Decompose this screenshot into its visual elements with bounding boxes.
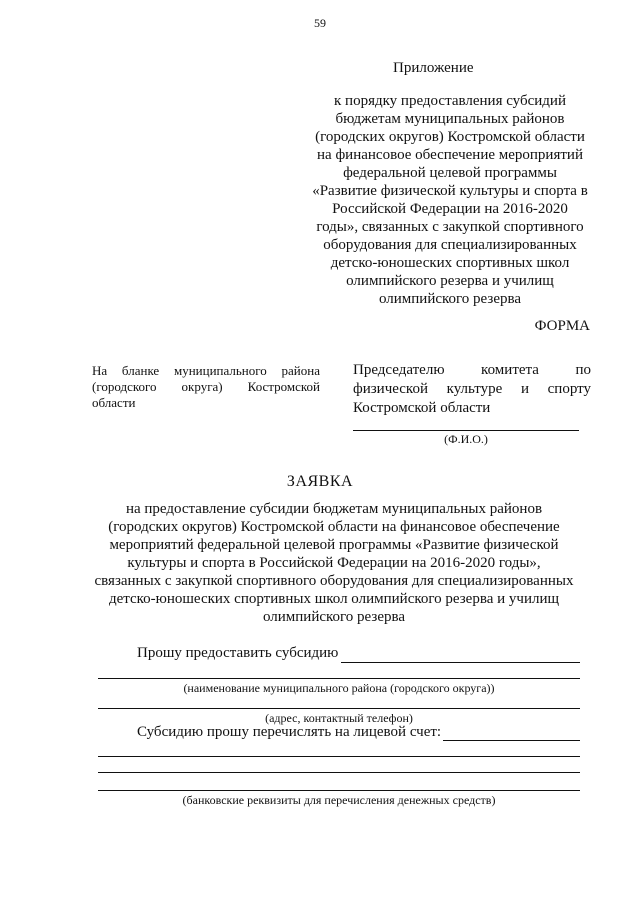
letterhead-note: На бланке муниципального района (городского округа) Костромской области (92, 363, 320, 410)
bank-fill-line-1[interactable] (98, 756, 580, 757)
fio-caption: (Ф.И.О.) (444, 432, 488, 446)
appendix-line: годы», связанных с закупкой спортивного (316, 219, 584, 235)
subtitle-line: связанных с закупкой спортивного оборудования для специализированных (94, 573, 574, 589)
bank-fill-line-2[interactable] (98, 772, 580, 773)
fio-line (353, 430, 579, 431)
bank-caption: (банковские реквизиты для перечисления денежных средств) (182, 793, 496, 807)
appendix-line: олимпийского резерва (378, 291, 522, 307)
page-number: 59 (314, 16, 326, 30)
subtitle-line: мероприятий федеральной целевой программы «Развитие физической (109, 537, 559, 553)
appendix-line: «Развитие физической культуры и спорта в (312, 183, 588, 199)
appendix-text (300, 92, 600, 308)
appendix-line: (городских округов) Костромской области (315, 129, 585, 145)
appendix-line: бюджетам муниципальных районов (335, 111, 565, 127)
subtitle-line: детско-юношеских спортивных школ олимпийского резерва и училищ (108, 591, 560, 607)
appendix-line: федеральной целевой программы (343, 165, 557, 181)
subtitle-line: культуры и спорта в Российской Федерации на 2016-2020 годы», (127, 555, 541, 571)
account-fill-line[interactable] (443, 740, 580, 741)
addressee-block: Председателю комитета по физической культуре и спорту Костромской области (353, 362, 591, 416)
address-fill-line[interactable] (98, 708, 580, 709)
appendix-line: детско-юношеских спортивных школ (330, 255, 570, 271)
appendix-title: Приложение (393, 60, 474, 76)
municipality-caption: (наименование муниципального района (городского округа)) (183, 681, 495, 695)
appendix-line: оборудования для специализированных (323, 237, 577, 253)
subtitle-line: олимпийского резерва (262, 609, 406, 625)
subsidy-request-text: Прошу предоставить субсидию (137, 645, 339, 661)
subtitle-line: на предоставление субсидии бюджетам муниципальных районов (125, 501, 543, 517)
appendix-line: на финансовое обеспечение мероприятий (317, 147, 583, 163)
form-label: ФОРМА (534, 318, 590, 334)
transfer-request-text: Субсидию прошу перечислять на лицевой счет: (137, 724, 442, 740)
appendix-line: к порядку предоставления субсидий (334, 93, 566, 109)
subtitle-line: (городских округов) Костромской области на финансовое обеспечение (108, 519, 560, 535)
document-subtitle (84, 500, 584, 626)
bank-fill-line-3[interactable] (98, 790, 580, 791)
document-title: ЗАЯВКА (286, 473, 354, 490)
municipality-fill-line[interactable] (98, 678, 580, 679)
appendix-line: Российской Федерации на 2016-2020 (332, 201, 568, 217)
appendix-line: олимпийского резерва и училищ (346, 273, 554, 289)
address-caption: (адрес, контактный телефон) (265, 711, 413, 725)
subsidy-fill-line[interactable] (341, 662, 580, 663)
